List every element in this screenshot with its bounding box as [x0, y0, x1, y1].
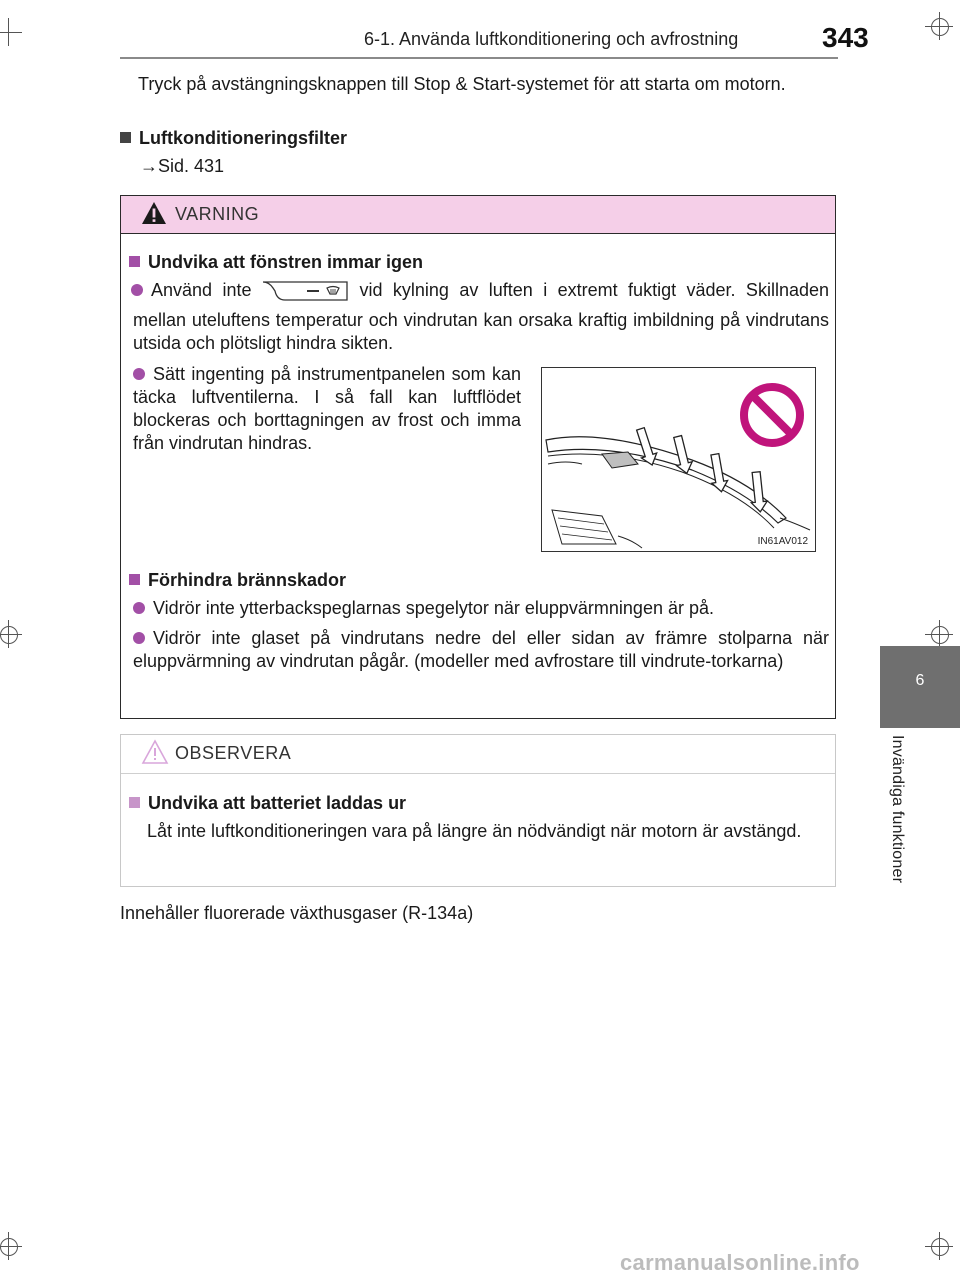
warning-header [121, 196, 835, 234]
burn-bullet-1: Vidrör inte ytterbackspeglarnas spegelytor när eluppvärmningen är på. [133, 597, 829, 620]
page-number: 343 [822, 22, 869, 53]
illustration-code: IN61AV012 [757, 536, 808, 547]
warning-triangle-icon [141, 201, 167, 225]
round-bullet-icon [133, 632, 145, 644]
notice-box [120, 734, 836, 887]
round-bullet-icon [133, 602, 145, 614]
dashboard-vent-illustration [541, 367, 816, 552]
defroster-button-icon [263, 279, 349, 309]
square-bullet-icon [129, 256, 140, 267]
square-bullet-icon [129, 574, 140, 585]
burn-heading-text: Förhindra brännskador [148, 570, 347, 590]
round-bullet-icon [133, 368, 145, 380]
section-title: 6-1. Använda luftkonditionering och avfrostning [364, 29, 739, 49]
battery-heading-text: Undvika att batteriet laddas ur [148, 793, 407, 813]
chapter-tab [880, 646, 960, 728]
notice-header [121, 735, 835, 774]
square-bullet-icon [120, 132, 131, 143]
battery-text: Låt inte luftkonditioneringen vara på längre än nödvändigt när motorn är avstängd. [147, 821, 802, 841]
chapter-number: 6 [915, 672, 925, 689]
page-reference: →Sid. 431 [140, 156, 225, 176]
fog-heading [129, 251, 423, 274]
burn-bullet-2: Vidrör inte glaset på vindrutans nedre del eller sidan av främre stolparna när eluppvärmning av vindrutan pågår. (modeller med avfrostare till vindrute-torkarna) [133, 628, 829, 671]
filter-heading [120, 128, 347, 149]
square-bullet-icon [129, 797, 140, 808]
fog-bullet-1: Använd inte vid kylning av luften i extremt fuktigt väder. Skillnaden mellan uteluftens temperatur och vindrutan kan orsaka kraftig imbildning på vindrutans utsida och plötsligt hindra sikten. [133, 280, 829, 353]
warning-box [120, 195, 836, 719]
chapter-label: Invändiga funktioner [889, 735, 906, 884]
caution-triangle-icon [141, 739, 169, 765]
intro-paragraph: Tryck på avstängningsknappen till Stop & Start-systemet för att starta om motorn. [138, 74, 786, 94]
watermark: carmanualsonline.info [620, 1250, 860, 1275]
prohibited-sign-icon [744, 387, 800, 443]
warning-title: VARNING [175, 204, 260, 224]
fog-bullet-2: Sätt ingenting på instrumentpanelen som kan täcka luftventilerna. I så fall kan luftflödet blockeras och borttagningen av frost och imma från vindrutan hindras. [133, 364, 521, 453]
dashboard-vent-drawing [542, 368, 815, 551]
footer-note: Innehåller fluorerade växthusgaser (R-134a) [120, 903, 474, 923]
round-bullet-icon [131, 284, 143, 296]
battery-heading [129, 792, 406, 815]
header-divider [120, 57, 838, 59]
filter-heading-text: Luftkonditioneringsfilter [139, 128, 347, 148]
fog-heading-text: Undvika att fönstren immar igen [148, 252, 424, 272]
notice-title: OBSERVERA [175, 743, 292, 763]
burn-heading [129, 569, 346, 592]
